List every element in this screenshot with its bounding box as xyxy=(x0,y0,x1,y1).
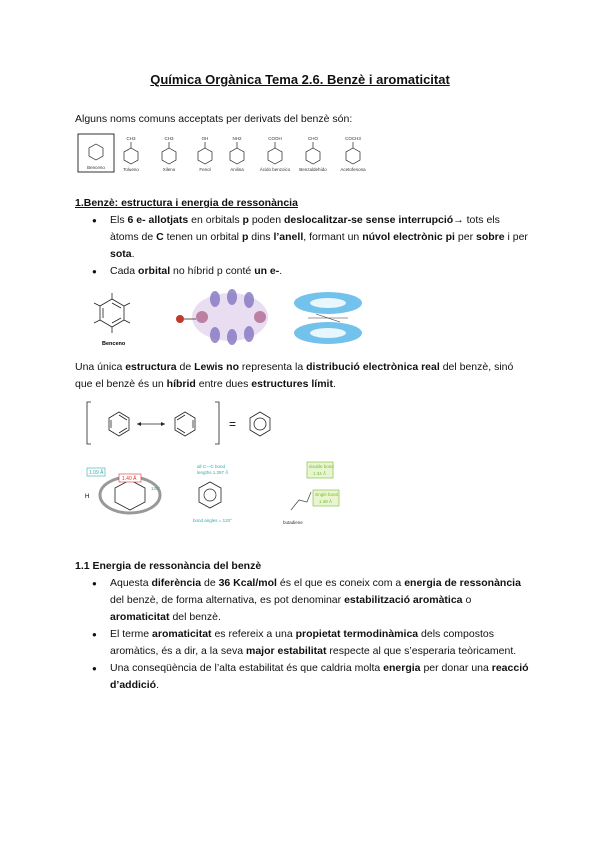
bond-length-label: 1.40 Å xyxy=(122,476,137,482)
svg-text:single bond: single bond xyxy=(315,492,339,497)
angle-label: 120° xyxy=(151,486,161,491)
group-label: NH2 xyxy=(232,136,242,141)
group-label: CH3 xyxy=(164,136,174,141)
bond-length-figures xyxy=(85,460,365,530)
derivative-name: Fenol xyxy=(199,167,211,172)
group-label: OH xyxy=(201,136,209,141)
electron-cloud-model xyxy=(294,292,362,344)
hybrid-bond-figure xyxy=(193,464,232,523)
bullet-list xyxy=(110,575,530,694)
group-label: COOH xyxy=(268,136,282,141)
derivative-name: Acetofenona xyxy=(340,167,366,172)
kekule-bond-figure xyxy=(85,468,161,513)
svg-text:bond angles = 120°: bond angles = 120° xyxy=(193,518,232,523)
list-item: ● Aquesta diferència de 36 Kcal/mol és el que es coneix com a energia de ressonància del benzè, de forma alternativa, es pot denominar estabilització aromàtica o aromaticitat del benzè. xyxy=(110,575,530,626)
list-item: ● Cada orbital no híbrid p conté un e-. xyxy=(110,263,530,280)
svg-text:=: = xyxy=(229,417,237,431)
bond-length-label: 1.09 Å xyxy=(89,470,104,476)
derivative-name: Ácido benzoico xyxy=(259,167,291,172)
derivative-name: Anilina xyxy=(230,167,244,172)
svg-text:all C—C bond: all C—C bond xyxy=(197,464,226,469)
section-heading: 1.1 Energia de ressonància del benzè xyxy=(75,560,262,572)
orbital-figures xyxy=(80,285,440,350)
svg-text:double bond: double bond xyxy=(309,464,334,469)
derivative-name: Tolueno xyxy=(123,167,139,172)
intro-text: Alguns noms comuns acceptats per derivats del benzè són: xyxy=(75,113,353,125)
list-item: ● Els 6 e- allotjats en orbitals p poden deslocalitzar-se sense interrupció→ tots els àtoms de C tenen un orbital p dins l’anell, formant un núvol electrònic pi per sobre i per sota. xyxy=(110,212,530,263)
svg-text:butadiene: butadiene xyxy=(283,520,303,525)
page-title: Química Orgànica Tema 2.6. Benzè i aromaticitat xyxy=(150,72,450,87)
section-heading: 1.Benzè: estructura i energia de ressonància xyxy=(75,197,298,209)
derivatives-figure xyxy=(72,132,382,174)
group-label: CHO xyxy=(308,136,318,141)
derivative-name: Benceno xyxy=(87,165,105,170)
list-item: ● El terme aromaticitat es refereix a una propietat termodinàmica dels compostos aromàtics, és a dir, a la seva major estabilitat respecte al que s’esperaria teòricament. xyxy=(110,626,530,660)
p-orbital-model xyxy=(176,289,268,345)
benzene-structure xyxy=(94,293,130,333)
svg-text:H: H xyxy=(85,494,90,500)
group-label: COCH3 xyxy=(345,136,361,141)
butadiene-bond-figure xyxy=(283,462,339,525)
list-item: ● Una conseqüència de l’alta estabilitat és que caldria molta energia per donar una reacció d’addició. xyxy=(110,660,530,694)
benzene-label: Benceno xyxy=(102,341,126,347)
lewis-paragraph: Una única estructura de Lewis no representa la distribució electrònica real del benzè, sinó que el benzè és un híbrid entre dues estructures límit. xyxy=(75,361,514,390)
resonance-figure xyxy=(85,398,285,448)
svg-text:lengths 1.397 Å: lengths 1.397 Å xyxy=(197,470,229,475)
svg-text:1.48 Å: 1.48 Å xyxy=(319,499,333,504)
derivative-name: Xileno xyxy=(162,167,176,172)
svg-text:1.34 Å: 1.34 Å xyxy=(313,471,327,476)
group-label: CH3 xyxy=(126,136,136,141)
bullet-list xyxy=(110,212,530,280)
derivative-name: Benzaldehído xyxy=(299,167,327,172)
